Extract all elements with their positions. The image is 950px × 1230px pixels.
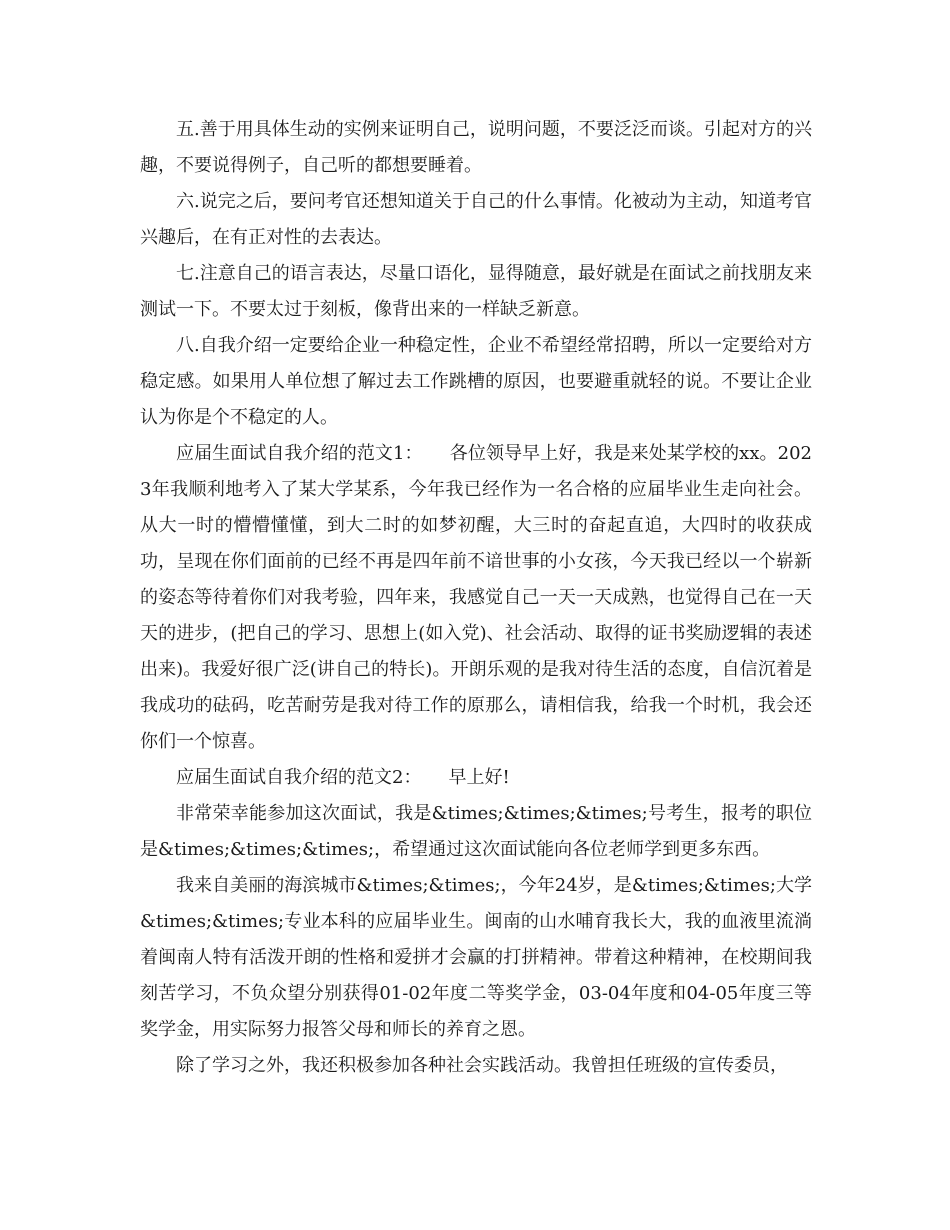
paragraph-sample-2-activities: 除了学习之外，我还积极参加各种社会实践活动。我曾担任班级的宣传委员， [176,1055,788,1076]
paragraph-sample-1: 应届生面试自我介绍的范文1： 各位领导早上好，我是来处某学校的xx。2023年我顺利地考入了某大学某系，今年我已经作为一名合格的应届毕业生走向社会。从大一时的懵懵懂懂，到大二时的如梦初醒，大三时的奋起直追，大四时的收获成功，呈现在你们面前的已经不再是四年前不谙世事的小女孩，今天我已经以一个崭新的姿态等待着你们对我考验，四年来，我感觉自己一天一天成熟，也觉得自己在一天天的进步，(把自己的学习、思想上(如入党)、社会活动、取得的证书奖励逻辑的表述出来)。我爱好很广泛(讲自己的特长)。开朗乐观的是我对待生活的态度，自信沉着是我成功的砝码，吃苦耐劳是我对待工作的原那么，请相信我，给我一个时机，我会还你们一个惊喜。 [140,443,812,752]
paragraph-tip-5: 五.善于用具体生动的实例来证明自己，说明问题，不要泛泛而谈。引起对方的兴趣，不要说得例子，自己听的都想要睡着。 [140,119,812,176]
paragraph-sample-2-background: 我来自美丽的海滨城市&times;&times;，今年24岁，是&times;&times;大学&times;&times;专业本科的应届毕业生。闽南的山水哺育我长大，我的血液里流淌着闽南人特有活泼开朗的性格和爱拼才会赢的打拼精神。带着这种精神，在校期间我刻苦学习，不负众望分别获得01-02年度二等奖学金，03-04年度和04-05年度三等奖学金，用实际努力报答父母和师长的养育之恩。 [140,875,812,1040]
paragraph-tip-7: 七.注意自己的语言表达，尽量口语化，显得随意，最好就是在面试之前找朋友来测试一下。不要太过于刻板，像背出来的一样缺乏新意。 [140,263,812,320]
paragraph-tip-8: 八.自我介绍一定要给企业一种稳定性，企业不希望经常招聘，所以一定要给对方稳定感。如果用人单位想了解过去工作跳槽的原因，也要避重就轻的说。不要让企业认为你是个不稳定的人。 [140,335,812,428]
paragraph-sample-2-greeting: 应届生面试自我介绍的范文2： 早上好! [176,767,510,788]
paragraph-tip-6: 六.说完之后，要问考官还想知道关于自己的什么事情。化被动为主动，知道考官兴趣后，在有正对性的去表达。 [140,191,812,248]
document-body [140,112,812,1084]
paragraph-sample-2-intro: 非常荣幸能参加这次面试，我是&times;&times;&times;号考生，报考的职位是&times;&times;&times;，希望通过这次面试能向各位老师学到更多东西。 [140,803,812,860]
